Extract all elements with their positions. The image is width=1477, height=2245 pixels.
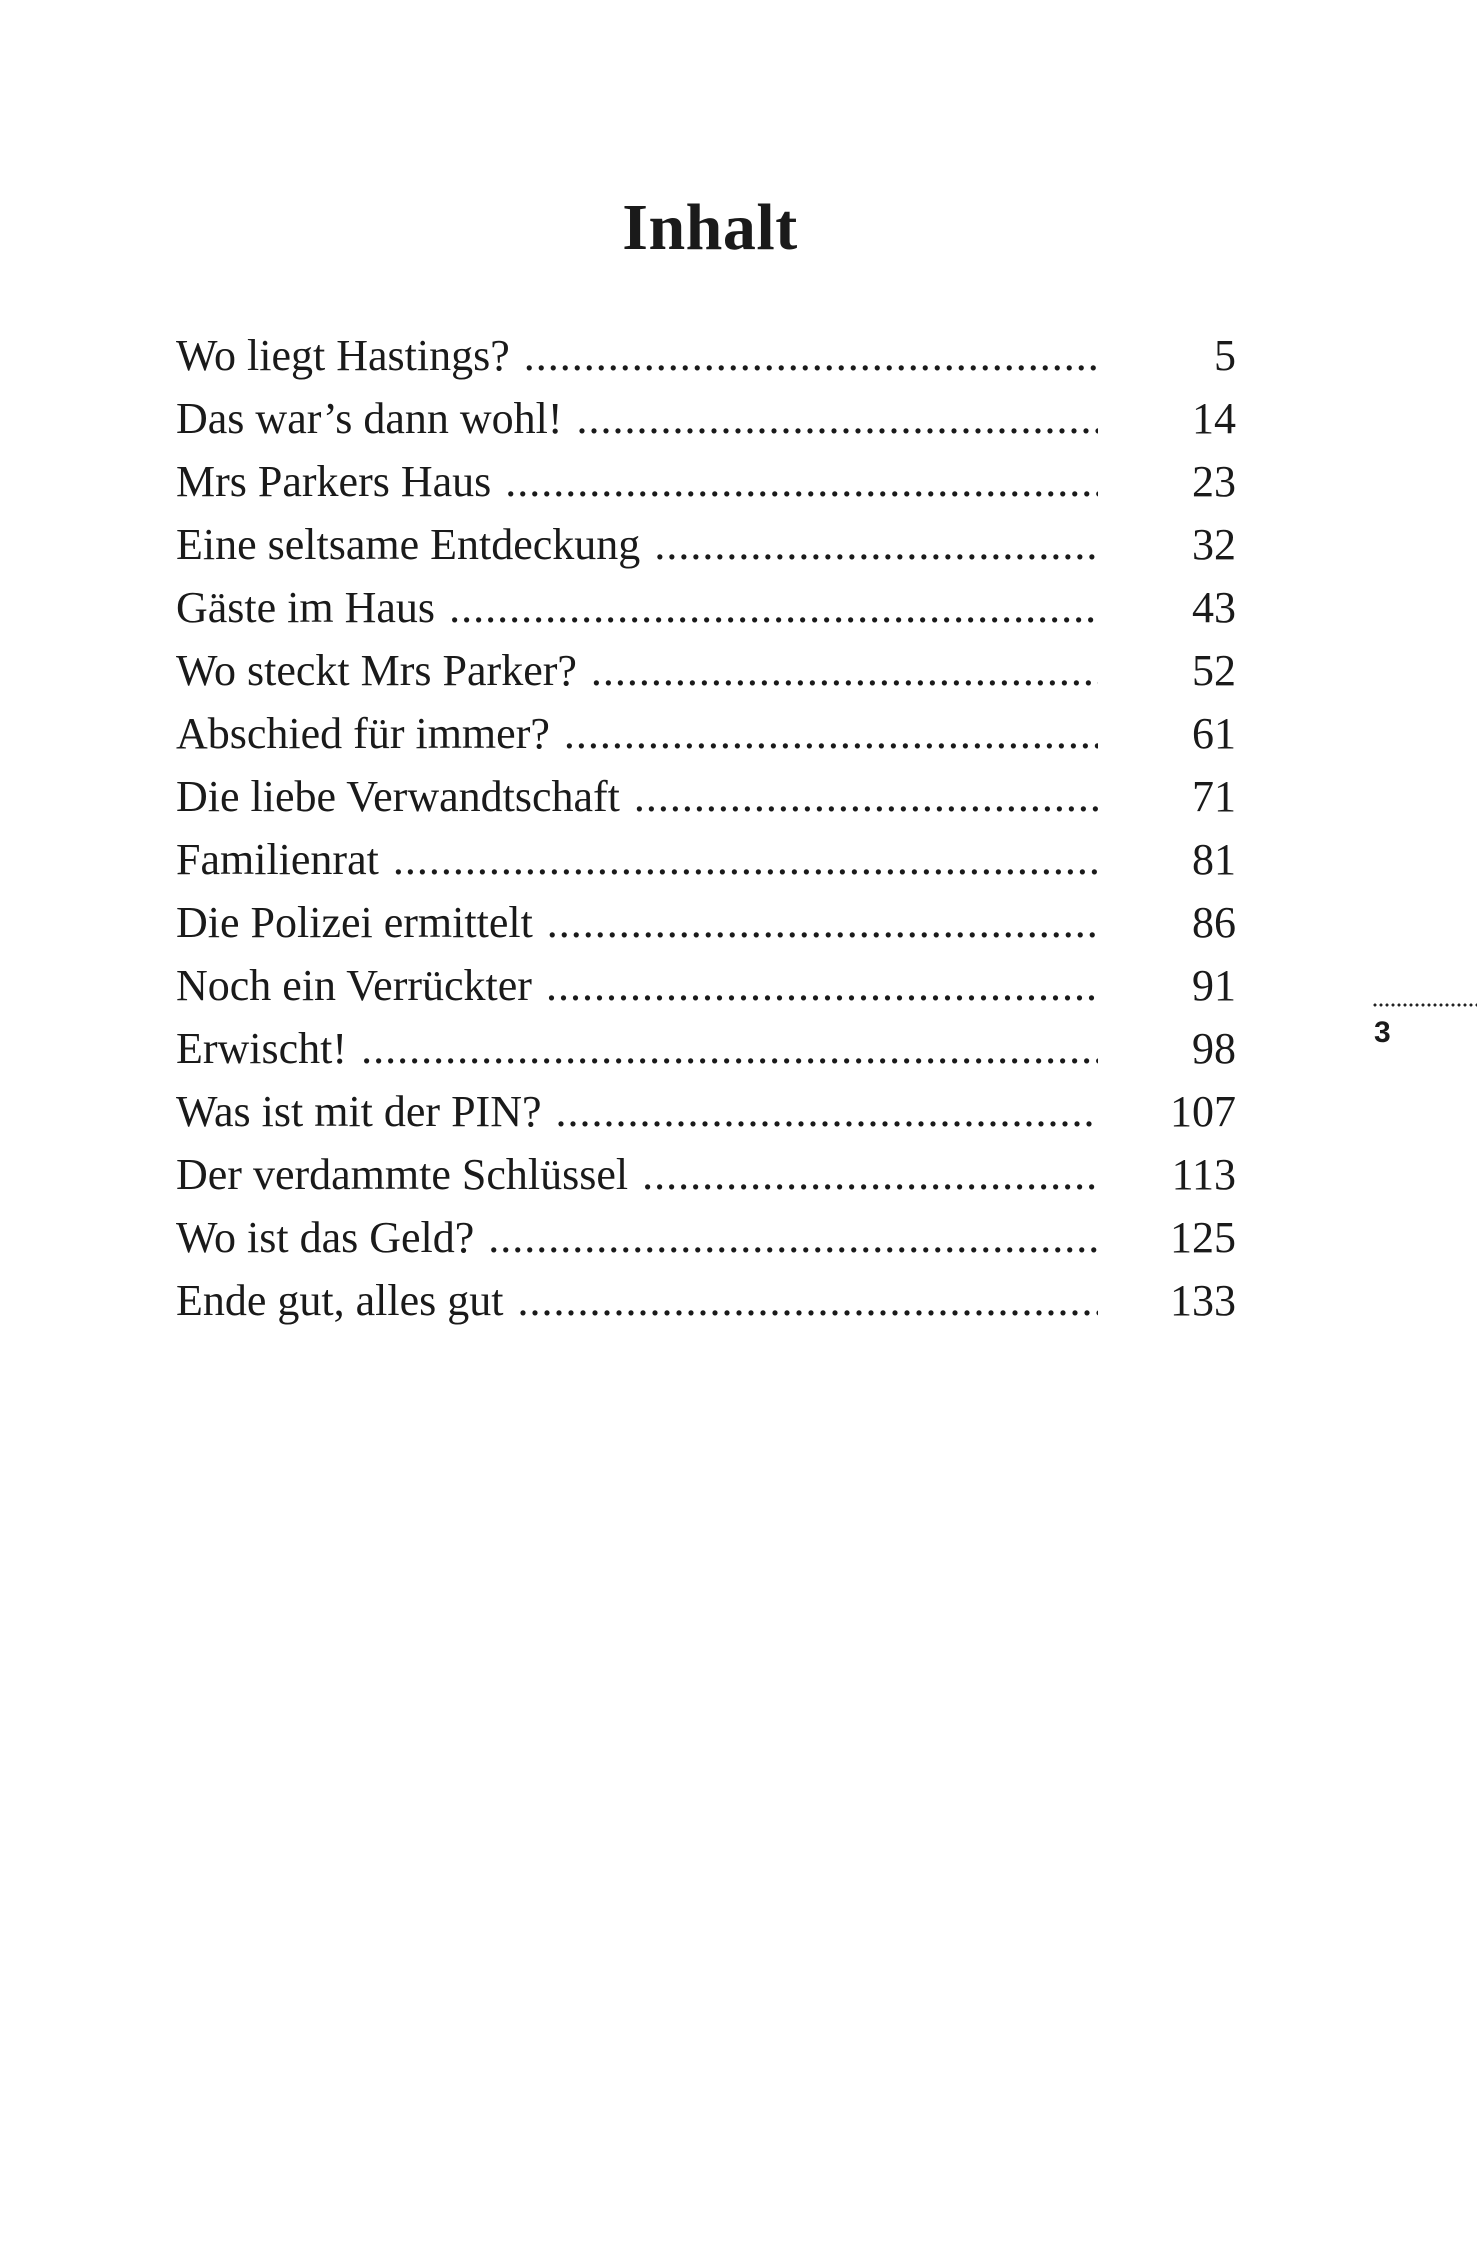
toc-leader-dots xyxy=(361,1017,1098,1080)
toc-entry-title: Gäste im Haus xyxy=(176,583,436,632)
toc-entry-page: 125 xyxy=(1170,1213,1236,1262)
toc-leader-dots xyxy=(547,891,1098,954)
toc-entry-title: Die liebe Verwandtschaft xyxy=(176,772,620,821)
toc-entry xyxy=(176,324,1236,387)
toc-entry xyxy=(176,1206,1236,1269)
toc-entry xyxy=(176,828,1236,891)
toc-entry-page: 81 xyxy=(1192,835,1236,884)
toc-entry-page: 107 xyxy=(1170,1087,1236,1136)
toc-entry-title: Das war’s dann wohl! xyxy=(176,394,563,443)
toc-entry xyxy=(176,702,1236,765)
page-title: Inhalt xyxy=(622,191,798,264)
toc-leader-dots xyxy=(564,702,1098,765)
toc-entry-title: Mrs Parkers Haus xyxy=(176,457,492,506)
toc-leader-dots xyxy=(642,1143,1098,1206)
toc-entry-title: Abschied für immer? xyxy=(176,709,550,758)
toc-leader-dots xyxy=(577,387,1098,450)
toc-entry xyxy=(176,1080,1236,1143)
toc-entry-page: 32 xyxy=(1192,520,1236,569)
toc-entry-page: 5 xyxy=(1214,331,1236,380)
toc-entry-page: 91 xyxy=(1192,961,1236,1010)
toc-entry-title: Wo ist das Geld? xyxy=(176,1213,475,1262)
toc-leader-dots xyxy=(654,513,1098,576)
toc-entry-page: 71 xyxy=(1192,772,1236,821)
toc-leader-dots xyxy=(524,324,1098,387)
toc-entry-page: 14 xyxy=(1192,394,1236,443)
toc-entry xyxy=(176,450,1236,513)
toc-entry-title: Die Polizei ermittelt xyxy=(176,898,533,947)
page-number-marker xyxy=(1372,1002,1477,1062)
toc-leader-dots xyxy=(556,1080,1098,1143)
toc-entry xyxy=(176,954,1236,1017)
toc-entry-page: 86 xyxy=(1192,898,1236,947)
toc-leader-dots xyxy=(393,828,1098,891)
toc-leader-dots xyxy=(488,1206,1098,1269)
toc-entry-page: 43 xyxy=(1192,583,1236,632)
toc-entry xyxy=(176,639,1236,702)
toc-entry xyxy=(176,513,1236,576)
page-marker-dots xyxy=(1372,1002,1477,1008)
toc-entry xyxy=(176,891,1236,954)
toc-leader-dots xyxy=(449,576,1098,639)
toc-entry-title: Eine seltsame Entdeckung xyxy=(176,520,641,569)
toc-entry-page: 133 xyxy=(1170,1276,1236,1325)
toc-entry-title: Wo liegt Hastings? xyxy=(176,331,510,380)
toc-entry-title: Noch ein Verrückter xyxy=(176,961,532,1010)
toc-leader-dots xyxy=(546,954,1098,1017)
toc-entry xyxy=(176,1143,1236,1206)
toc-entry xyxy=(176,1017,1236,1080)
toc-entry-page: 113 xyxy=(1171,1150,1236,1199)
toc-entry xyxy=(176,765,1236,828)
toc-leader-dots xyxy=(505,450,1098,513)
toc-entry-title: Wo steckt Mrs Parker? xyxy=(176,646,577,695)
toc-entry xyxy=(176,387,1236,450)
toc-entry-title: Der verdammte Schlüssel xyxy=(176,1150,629,1199)
toc-entry-title: Was ist mit der PIN? xyxy=(176,1087,542,1136)
toc-leader-dots xyxy=(518,1269,1099,1332)
table-of-contents xyxy=(176,324,1236,1332)
toc-entry xyxy=(176,576,1236,639)
toc-entry-title: Ende gut, alles gut xyxy=(176,1276,504,1325)
toc-leader-dots xyxy=(634,765,1098,828)
toc-entry-title: Erwischt! xyxy=(176,1024,348,1073)
toc-entry-page: 98 xyxy=(1192,1024,1236,1073)
toc-entry-title: Familienrat xyxy=(176,835,379,884)
toc-entry xyxy=(176,1269,1236,1332)
toc-entry-page: 52 xyxy=(1192,646,1236,695)
toc-entry-page: 23 xyxy=(1192,457,1236,506)
page-number: 3 xyxy=(1374,1016,1391,1049)
toc-entry-page: 61 xyxy=(1192,709,1236,758)
toc-leader-dots xyxy=(591,639,1098,702)
